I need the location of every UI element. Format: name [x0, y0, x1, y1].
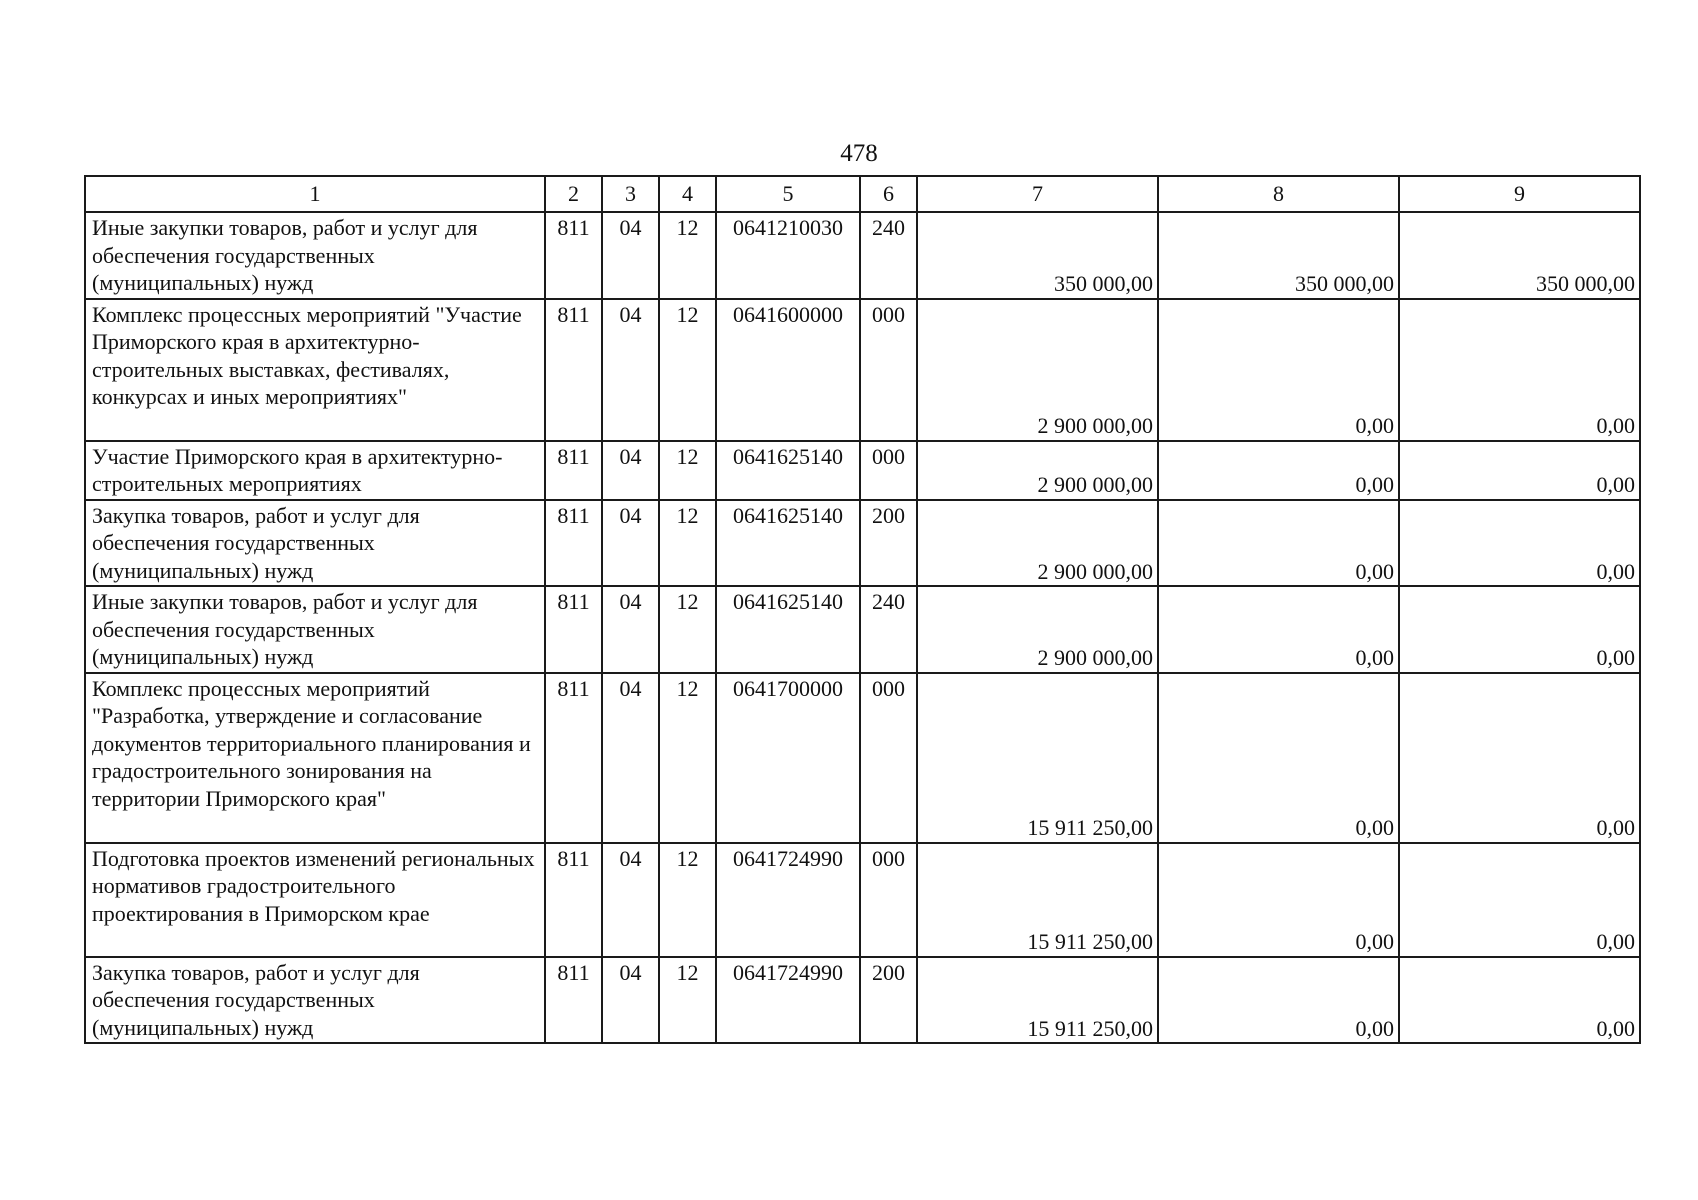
- cell-subsection-code: 12: [659, 957, 716, 1044]
- cell-section-code: 04: [602, 586, 659, 673]
- cell-amount-col8: 0,00: [1158, 500, 1399, 587]
- cell-amount-col7: 2 900 000,00: [917, 441, 1158, 500]
- cell-section-code: 04: [602, 500, 659, 587]
- cell-subsection-code: 12: [659, 500, 716, 587]
- cell-amount-col8: 0,00: [1158, 441, 1399, 500]
- column-header: 6: [860, 176, 917, 212]
- cell-ministry-code: 811: [545, 500, 602, 587]
- cell-amount-col9: 0,00: [1399, 673, 1640, 843]
- row-name: Закупка товаров, работ и услуг для обеспечения государственных (муниципальных) нужд: [85, 957, 545, 1044]
- cell-amount-col7: 2 900 000,00: [917, 586, 1158, 673]
- budget-table: [84, 175, 1641, 1044]
- table-row: [85, 441, 1640, 500]
- header-row: [85, 176, 1640, 212]
- cell-subsection-code: 12: [659, 586, 716, 673]
- cell-subsection-code: 12: [659, 299, 716, 441]
- cell-subsection-code: 12: [659, 673, 716, 843]
- cell-amount-col8: 0,00: [1158, 299, 1399, 441]
- column-header: 3: [602, 176, 659, 212]
- cell-subsection-code: 12: [659, 843, 716, 957]
- cell-amount-col9: 0,00: [1399, 586, 1640, 673]
- page-number: 478: [840, 140, 878, 167]
- column-header: 1: [85, 176, 545, 212]
- cell-ministry-code: 811: [545, 212, 602, 299]
- cell-subsection-code: 12: [659, 212, 716, 299]
- cell-amount-col9: 0,00: [1399, 441, 1640, 500]
- row-name: Комплекс процессных мероприятий "Разработка, утверждение и согласование документов территориального планирования и градостроительного зонирования на территории Приморского края": [85, 673, 545, 843]
- column-header: 5: [716, 176, 860, 212]
- row-name: Закупка товаров, работ и услуг для обеспечения государственных (муниципальных) нужд: [85, 500, 545, 587]
- cell-section-code: 04: [602, 212, 659, 299]
- cell-amount-col8: 0,00: [1158, 586, 1399, 673]
- cell-amount-col7: 15 911 250,00: [917, 673, 1158, 843]
- cell-section-code: 04: [602, 299, 659, 441]
- cell-expense-type: 000: [860, 843, 917, 957]
- cell-section-code: 04: [602, 843, 659, 957]
- cell-amount-col8: 0,00: [1158, 957, 1399, 1044]
- cell-ministry-code: 811: [545, 957, 602, 1044]
- column-header: 4: [659, 176, 716, 212]
- cell-ministry-code: 811: [545, 843, 602, 957]
- cell-amount-col9: 0,00: [1399, 500, 1640, 587]
- cell-target-code: 0641700000: [716, 673, 860, 843]
- cell-section-code: 04: [602, 673, 659, 843]
- cell-amount-col9: 0,00: [1399, 299, 1640, 441]
- cell-amount-col9: 0,00: [1399, 957, 1640, 1044]
- table-row: [85, 843, 1640, 957]
- cell-target-code: 0641625140: [716, 586, 860, 673]
- cell-ministry-code: 811: [545, 586, 602, 673]
- cell-target-code: 0641600000: [716, 299, 860, 441]
- cell-target-code: 0641625140: [716, 500, 860, 587]
- cell-expense-type: 000: [860, 299, 917, 441]
- row-name: Иные закупки товаров, работ и услуг для обеспечения государственных (муниципальных) нужд: [85, 212, 545, 299]
- table-row: [85, 500, 1640, 587]
- column-header: 7: [917, 176, 1158, 212]
- column-header: 8: [1158, 176, 1399, 212]
- cell-target-code: 0641724990: [716, 843, 860, 957]
- row-name: Комплекс процессных мероприятий "Участие Приморского края в архитектурно-строительных выставках, фестивалях, конкурсах и иных мероприятиях": [85, 299, 545, 441]
- row-name: Иные закупки товаров, работ и услуг для обеспечения государственных (муниципальных) нужд: [85, 586, 545, 673]
- cell-expense-type: 200: [860, 957, 917, 1044]
- cell-amount-col7: 2 900 000,00: [917, 500, 1158, 587]
- cell-section-code: 04: [602, 441, 659, 500]
- cell-amount-col9: 350 000,00: [1399, 212, 1640, 299]
- cell-ministry-code: 811: [545, 441, 602, 500]
- cell-subsection-code: 12: [659, 441, 716, 500]
- cell-ministry-code: 811: [545, 299, 602, 441]
- table-row: [85, 586, 1640, 673]
- table-row: [85, 673, 1640, 843]
- cell-amount-col7: 350 000,00: [917, 212, 1158, 299]
- row-name: Подготовка проектов изменений региональных нормативов градостроительного проектирования в Приморском крае: [85, 843, 545, 957]
- table-row: [85, 299, 1640, 441]
- cell-ministry-code: 811: [545, 673, 602, 843]
- table-row: [85, 212, 1640, 299]
- cell-target-code: 0641210030: [716, 212, 860, 299]
- cell-expense-type: 240: [860, 586, 917, 673]
- cell-amount-col8: 0,00: [1158, 673, 1399, 843]
- cell-expense-type: 000: [860, 673, 917, 843]
- cell-expense-type: 200: [860, 500, 917, 587]
- cell-amount-col7: 15 911 250,00: [917, 957, 1158, 1044]
- cell-amount-col8: 350 000,00: [1158, 212, 1399, 299]
- cell-target-code: 0641625140: [716, 441, 860, 500]
- cell-section-code: 04: [602, 957, 659, 1044]
- row-name: Участие Приморского края в архитектурно-строительных мероприятиях: [85, 441, 545, 500]
- column-header: 9: [1399, 176, 1640, 212]
- cell-amount-col7: 2 900 000,00: [917, 299, 1158, 441]
- cell-amount-col9: 0,00: [1399, 843, 1640, 957]
- cell-amount-col7: 15 911 250,00: [917, 843, 1158, 957]
- cell-amount-col8: 0,00: [1158, 843, 1399, 957]
- table-row: [85, 957, 1640, 1044]
- cell-expense-type: 240: [860, 212, 917, 299]
- column-header: 2: [545, 176, 602, 212]
- cell-target-code: 0641724990: [716, 957, 860, 1044]
- cell-expense-type: 000: [860, 441, 917, 500]
